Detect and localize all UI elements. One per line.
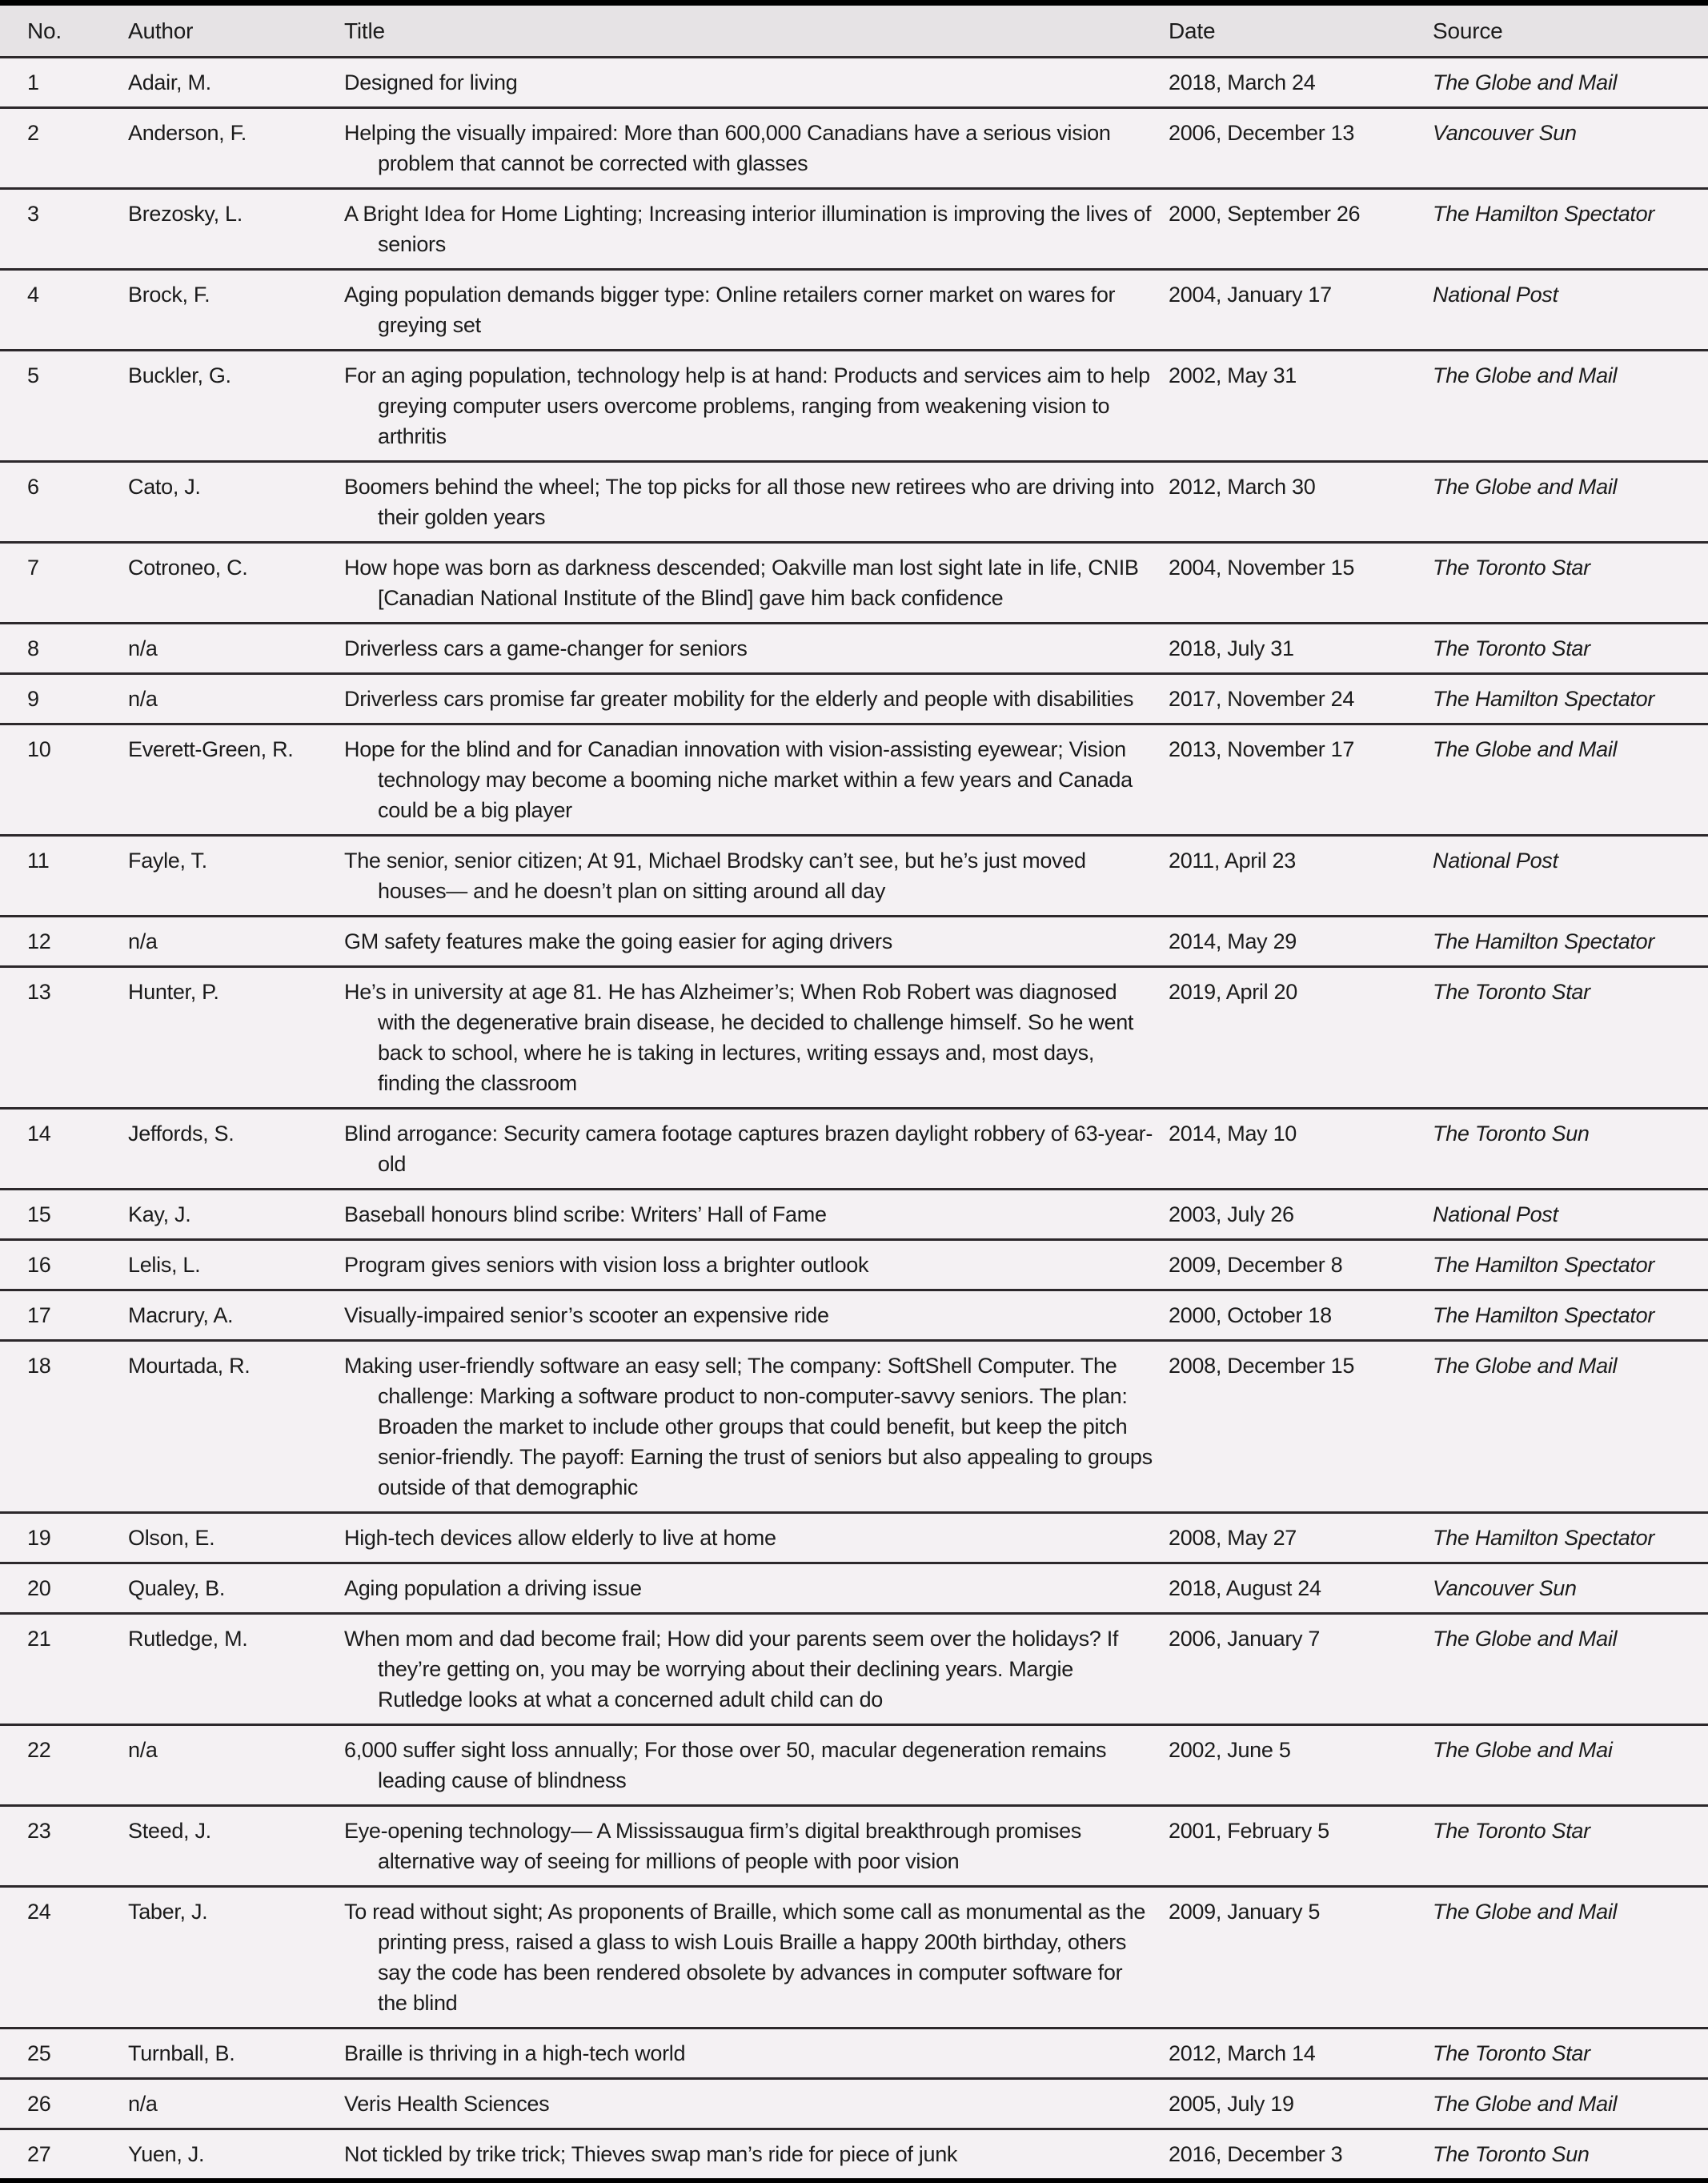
title-cell: [344, 270, 1169, 351]
title-text: Visually-impaired senior’s scooter an expensive ride: [344, 1303, 829, 1327]
date-cell: 2018, July 31: [1169, 636, 1294, 660]
table-row: [0, 917, 1708, 967]
row-number-cell: 16: [27, 1253, 51, 1277]
row-number-cell: 22: [27, 1738, 51, 1762]
table-row: [0, 1240, 1708, 1290]
source-cell: Vancouver Sun: [1433, 1576, 1577, 1600]
title-text: Veris Health Sciences: [344, 2092, 550, 2116]
author-cell: Adair, M.: [128, 70, 211, 94]
row-number-cell: 10: [27, 737, 51, 761]
row-number-cell: 2: [27, 121, 39, 145]
title-cell: [344, 58, 1169, 108]
title-text: 6,000 suffer sight loss annually; For those over 50, macular degeneration remains leading cause of blindness: [344, 1738, 1107, 1792]
source-cell: The Globe and Mail: [1433, 363, 1618, 387]
author-cell: Buckler, G.: [128, 363, 231, 387]
source-cell: The Globe and Mail: [1433, 1627, 1618, 1651]
title-cell: [344, 1725, 1169, 1806]
date-cell: 2012, March 14: [1169, 2041, 1316, 2065]
row-number-cell: 27: [27, 2142, 51, 2166]
title-cell: [344, 462, 1169, 543]
title-text: Driverless cars a game-changer for seniors: [344, 636, 748, 660]
source-cell: The Globe and Mail: [1433, 475, 1618, 499]
table-row: [0, 1725, 1708, 1806]
author-cell: n/a: [128, 687, 158, 711]
date-cell: 2018, August 24: [1169, 1576, 1321, 1600]
author-cell: Qualey, B.: [128, 1576, 226, 1600]
source-cell: The Hamilton Spectator: [1433, 202, 1655, 226]
row-number-cell: 21: [27, 1627, 51, 1651]
author-cell: Mourtada, R.: [128, 1354, 251, 1378]
title-text: Program gives seniors with vision loss a brighter outlook: [344, 1253, 869, 1277]
title-text: Aging population demands bigger type: Online retailers corner market on wares for greying set: [344, 283, 1116, 337]
source-cell: The Toronto Star: [1433, 980, 1590, 1004]
author-cell: n/a: [128, 929, 158, 953]
author-cell: Yuen, J.: [128, 2142, 205, 2166]
source-cell: The Hamilton Spectator: [1433, 1303, 1655, 1327]
author-cell: Fayle, T.: [128, 849, 207, 873]
table-row: [0, 108, 1708, 189]
date-cell: 2014, May 29: [1169, 929, 1297, 953]
title-text: Driverless cars promise far greater mobility for the elderly and people with disabilities: [344, 687, 1134, 711]
row-number-cell: 3: [27, 202, 39, 226]
row-number-cell: 4: [27, 283, 39, 307]
source-cell: The Hamilton Spectator: [1433, 1526, 1655, 1550]
title-cell: [344, 2029, 1169, 2079]
author-cell: Lelis, L.: [128, 1253, 201, 1277]
source-cell: National Post: [1433, 849, 1558, 873]
source-cell: The Hamilton Spectator: [1433, 687, 1655, 711]
title-text: High-tech devices allow elderly to live at home: [344, 1526, 776, 1550]
row-number-cell: 19: [27, 1526, 51, 1550]
row-number-cell: 14: [27, 1122, 51, 1146]
source-cell: The Toronto Sun: [1433, 2142, 1590, 2166]
title-text: Eye-opening technology— A Mississaugua firm’s digital breakthrough promises alternative way of seeing for millions of people with poor vision: [344, 1819, 1081, 1873]
row-number-cell: 18: [27, 1354, 51, 1378]
row-number-cell: 20: [27, 1576, 51, 1600]
row-number-cell: 26: [27, 2092, 51, 2116]
source-cell: The Toronto Sun: [1433, 1122, 1590, 1146]
table-row: [0, 1513, 1708, 1563]
date-cell: 2005, July 19: [1169, 2092, 1294, 2116]
source-cell: The Hamilton Spectator: [1433, 929, 1655, 953]
date-cell: 2006, December 13: [1169, 121, 1355, 145]
table-row: [0, 674, 1708, 724]
column-header-source: Source: [1433, 3, 1708, 58]
title-text: How hope was born as darkness descended; Oakville man lost sight late in life, CNIB [Canadian National Institute of the Blind] gave him back confidence: [344, 556, 1139, 610]
source-cell: The Toronto Star: [1433, 2041, 1590, 2065]
source-cell: Vancouver Sun: [1433, 121, 1577, 145]
author-cell: n/a: [128, 636, 158, 660]
author-cell: Turnball, B.: [128, 2041, 235, 2065]
date-cell: 2012, March 30: [1169, 475, 1316, 499]
table-row: [0, 58, 1708, 108]
table-row: [0, 1190, 1708, 1240]
header-row: [0, 3, 1708, 58]
date-cell: 2013, November 17: [1169, 737, 1355, 761]
table-row: [0, 1563, 1708, 1614]
author-cell: Olson, E.: [128, 1526, 215, 1550]
author-cell: Everett-Green, R.: [128, 737, 294, 761]
row-number-cell: 6: [27, 475, 39, 499]
title-cell: [344, 967, 1169, 1109]
table-row: [0, 624, 1708, 674]
author-cell: Taber, J.: [128, 1900, 208, 1924]
row-number-cell: 9: [27, 687, 39, 711]
date-cell: 2009, January 5: [1169, 1900, 1321, 1924]
author-cell: Hunter, P.: [128, 980, 219, 1004]
source-cell: The Toronto Star: [1433, 556, 1590, 580]
column-header-title: Title: [344, 3, 1169, 58]
row-number-cell: 1: [27, 70, 39, 94]
date-cell: 2016, December 3: [1169, 2142, 1343, 2166]
title-cell: [344, 1887, 1169, 2029]
date-cell: 2002, May 31: [1169, 363, 1297, 387]
source-cell: National Post: [1433, 283, 1558, 307]
title-cell: [344, 1240, 1169, 1290]
title-text: Boomers behind the wheel; The top picks for all those new retirees who are driving into their golden years: [344, 475, 1154, 529]
row-number-cell: 8: [27, 636, 39, 660]
table-body: [0, 58, 1708, 2181]
date-cell: 2019, April 20: [1169, 980, 1297, 1004]
title-text: Blind arrogance: Security camera footage captures brazen daylight robbery of 63-year-old: [344, 1122, 1153, 1176]
table-row: [0, 1806, 1708, 1887]
column-header-date: Date: [1169, 3, 1433, 58]
title-text: A Bright Idea for Home Lighting; Increasing interior illumination is improving the lives of seniors: [344, 202, 1152, 256]
row-number-cell: 24: [27, 1900, 51, 1924]
date-cell: 2014, May 10: [1169, 1122, 1297, 1146]
date-cell: 2003, July 26: [1169, 1202, 1294, 1226]
date-cell: 2018, March 24: [1169, 70, 1316, 94]
title-text: He’s in university at age 81. He has Alzheimer’s; When Rob Robert was diagnosed with the degenerative brain disease, he decided to challenge himself. So he went back to school, where he is taking in lectures, writing essays and, most days, finding the classroom: [344, 980, 1134, 1095]
row-number-cell: 5: [27, 363, 39, 387]
table-row: [0, 189, 1708, 270]
date-cell: 2004, January 17: [1169, 283, 1332, 307]
source-cell: The Globe and Mail: [1433, 737, 1618, 761]
row-number-cell: 11: [27, 849, 50, 873]
row-number-cell: 15: [27, 1202, 51, 1226]
table-row: [0, 1341, 1708, 1513]
author-cell: n/a: [128, 2092, 158, 2116]
title-cell: [344, 1341, 1169, 1513]
title-text: Baseball honours blind scribe: Writers’ Hall of Fame: [344, 1202, 827, 1226]
author-cell: Macrury, A.: [128, 1303, 234, 1327]
author-cell: Brock, F.: [128, 283, 210, 307]
table-row: [0, 2079, 1708, 2129]
title-text: Making user-friendly software an easy sell; The company: SoftShell Computer. The challenge: Marking a software product to non-computer-savvy seniors. The plan: Broaden the market to include other groups that could benefit, but keep the pitch senior-friendly. The payoff: Earning the trust of seniors but also appealing to groups outside of that demographic: [344, 1354, 1153, 1499]
title-cell: [344, 1513, 1169, 1563]
table-row: [0, 1109, 1708, 1190]
date-cell: 2017, November 24: [1169, 687, 1355, 711]
row-number-cell: 17: [27, 1303, 51, 1327]
table-row: [0, 543, 1708, 624]
title-text: When mom and dad become frail; How did your parents seem over the holidays? If they’re getting on, you may be worrying about their declining years. Margie Rutledge looks at what a concerned adult child can do: [344, 1627, 1119, 1711]
title-cell: [344, 1563, 1169, 1614]
title-cell: [344, 1806, 1169, 1887]
title-text: For an aging population, technology help is at hand: Products and services aim to help greying computer users overcome problems, ranging from weakening vision to arthritis: [344, 363, 1150, 448]
table-row: [0, 2029, 1708, 2079]
date-cell: 2008, May 27: [1169, 1526, 1297, 1550]
title-text: To read without sight; As proponents of Braille, which some call as monumental as the printing press, raised a glass to wish Louis Braille a happy 200th birthday, others say the code has been rendered obsolete by advances in computer software for the blind: [344, 1900, 1146, 2015]
title-cell: [344, 624, 1169, 674]
author-cell: Cato, J.: [128, 475, 201, 499]
row-number-cell: 12: [27, 929, 51, 953]
title-cell: [344, 351, 1169, 462]
source-cell: The Globe and Mail: [1433, 1354, 1618, 1378]
author-cell: n/a: [128, 1738, 158, 1762]
title-cell: [344, 108, 1169, 189]
table-row: [0, 836, 1708, 917]
date-cell: 2001, February 5: [1169, 1819, 1329, 1843]
title-cell: [344, 1109, 1169, 1190]
source-cell: National Post: [1433, 1202, 1558, 1226]
table-header: [0, 3, 1708, 58]
title-cell: [344, 836, 1169, 917]
date-cell: 2006, January 7: [1169, 1627, 1321, 1651]
row-number-cell: 13: [27, 980, 51, 1004]
source-cell: The Hamilton Spectator: [1433, 1253, 1655, 1277]
title-text: Designed for living: [344, 70, 518, 94]
source-cell: The Globe and Mail: [1433, 70, 1618, 94]
title-cell: [344, 2079, 1169, 2129]
author-cell: Anderson, F.: [128, 121, 247, 145]
title-cell: [344, 724, 1169, 836]
row-number-cell: 7: [27, 556, 39, 580]
column-header-author: Author: [128, 3, 344, 58]
title-text: Braille is thriving in a high-tech world: [344, 2041, 686, 2065]
author-cell: Kay, J.: [128, 1202, 191, 1226]
date-cell: 2000, October 18: [1169, 1303, 1332, 1327]
date-cell: 2002, June 5: [1169, 1738, 1291, 1762]
title-cell: [344, 917, 1169, 967]
title-text: Aging population a driving issue: [344, 1576, 642, 1600]
author-cell: Cotroneo, C.: [128, 556, 248, 580]
table-row: [0, 351, 1708, 462]
author-cell: Brezosky, L.: [128, 202, 243, 226]
author-cell: Jeffords, S.: [128, 1122, 235, 1146]
source-cell: The Globe and Mail: [1433, 2092, 1618, 2116]
author-cell: Steed, J.: [128, 1819, 211, 1843]
author-cell: Rutledge, M.: [128, 1627, 248, 1651]
title-text: Helping the visually impaired: More than 600,000 Canadians have a serious vision problem that cannot be corrected with glasses: [344, 121, 1111, 175]
date-cell: 2004, November 15: [1169, 556, 1355, 580]
title-cell: [344, 543, 1169, 624]
date-cell: 2011, April 23: [1169, 849, 1296, 873]
title-cell: [344, 189, 1169, 270]
source-cell: The Globe and Mai: [1433, 1738, 1613, 1762]
table-row: [0, 462, 1708, 543]
title-text: Hope for the blind and for Canadian innovation with vision-assisting eyewear; Vision technology may become a booming niche market within a few years and Canada could be a big player: [344, 737, 1133, 822]
date-cell: 2000, September 26: [1169, 202, 1361, 226]
title-cell: [344, 1190, 1169, 1240]
source-cell: The Globe and Mail: [1433, 1900, 1618, 1924]
source-cell: The Toronto Star: [1433, 636, 1590, 660]
table-row: [0, 1887, 1708, 2029]
table-row: [0, 724, 1708, 836]
table-row: [0, 1290, 1708, 1341]
title-cell: [344, 1614, 1169, 1725]
table-row: [0, 967, 1708, 1109]
row-number-cell: 23: [27, 1819, 51, 1843]
title-text: Not tickled by trike trick; Thieves swap man’s ride for piece of junk: [344, 2142, 958, 2166]
title-cell: [344, 674, 1169, 724]
title-text: GM safety features make the going easier for aging drivers: [344, 929, 892, 953]
column-header-no: No.: [0, 3, 128, 58]
date-cell: 2008, December 15: [1169, 1354, 1355, 1378]
table-row: [0, 1614, 1708, 1725]
title-cell: [344, 1290, 1169, 1341]
title-text: The senior, senior citizen; At 91, Michael Brodsky can’t see, but he’s just moved houses— and he doesn’t plan on sitting around all day: [344, 849, 1086, 903]
row-number-cell: 25: [27, 2041, 51, 2065]
table-row: [0, 270, 1708, 351]
source-cell: The Toronto Star: [1433, 1819, 1590, 1843]
date-cell: 2009, December 8: [1169, 1253, 1343, 1277]
